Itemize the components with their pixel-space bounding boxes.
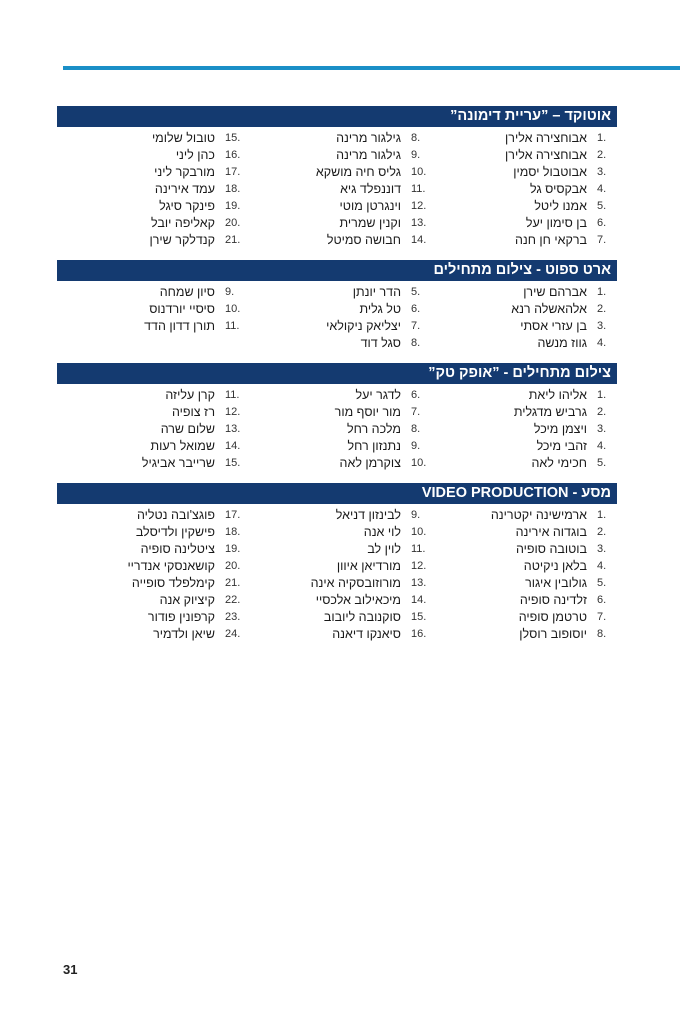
list-item xyxy=(245,301,431,318)
list-item xyxy=(245,455,431,472)
list-item xyxy=(59,455,245,472)
student-name: בן עזרי אסתי xyxy=(520,319,587,333)
item-number: 4. xyxy=(597,337,607,349)
student-name: טובול שלומי xyxy=(151,131,215,145)
list-item xyxy=(431,438,617,455)
name-columns xyxy=(57,384,617,472)
student-name: חבושה סמיטל xyxy=(326,233,401,247)
item-number: 6. xyxy=(597,217,607,229)
list-item xyxy=(245,181,431,198)
list-item xyxy=(59,215,245,232)
list-item xyxy=(431,575,617,592)
list-item xyxy=(59,164,245,181)
name-column xyxy=(431,284,617,352)
item-number: 20. xyxy=(225,217,241,229)
item-number: 10. xyxy=(411,166,427,178)
student-name: ברקאי חן חנה xyxy=(514,233,587,247)
student-name: נתנזון רחל xyxy=(347,439,401,453)
item-number: 15. xyxy=(411,611,427,623)
student-name: מורבקר ליני xyxy=(154,165,215,179)
student-name: עמד אירינה xyxy=(154,182,215,196)
item-number: 17. xyxy=(225,166,241,178)
item-number: 11. xyxy=(411,183,426,195)
item-number: 21. xyxy=(225,234,241,246)
list-item xyxy=(59,421,245,438)
list-item xyxy=(431,130,617,147)
item-number: 13. xyxy=(225,423,241,435)
item-number: 2. xyxy=(597,303,607,315)
list-item xyxy=(245,387,431,404)
student-name: אבוטבול יסמין xyxy=(513,165,587,179)
student-name: הדר יונתן xyxy=(352,285,401,299)
section-title: ארט ספוט - צילום מתחילים xyxy=(57,260,617,281)
item-number: 1. xyxy=(597,286,607,298)
student-name: שיאן ולדמיר xyxy=(153,627,215,641)
student-name: קרן עליזה xyxy=(165,388,215,402)
list-item xyxy=(431,507,617,524)
item-number: 22. xyxy=(225,594,241,606)
student-name: מורדיאן איוון xyxy=(336,559,401,573)
student-name: גילגור מרינה xyxy=(336,131,401,145)
student-name: שמואל רעות xyxy=(150,439,215,453)
item-number: 9. xyxy=(411,440,421,452)
student-name: לוי אנה xyxy=(363,525,401,539)
item-number: 5. xyxy=(597,200,607,212)
item-number: 6. xyxy=(411,303,421,315)
list-item xyxy=(431,164,617,181)
list-item xyxy=(431,592,617,609)
item-number: 3. xyxy=(597,543,607,555)
list-item xyxy=(245,335,431,352)
list-item xyxy=(59,181,245,198)
student-name: קאליפה יובל xyxy=(151,216,215,230)
list-item xyxy=(245,524,431,541)
list-item xyxy=(245,541,431,558)
list-item xyxy=(431,301,617,318)
item-number: 12. xyxy=(411,200,427,212)
student-name: ארמישינה יקטרינה xyxy=(490,508,587,522)
student-name: פינקר סיגל xyxy=(159,199,215,213)
list-item xyxy=(59,284,245,301)
item-number: 3. xyxy=(597,166,607,178)
list-item xyxy=(245,438,431,455)
item-number: 2. xyxy=(597,526,607,538)
item-number: 14. xyxy=(225,440,241,452)
name-column xyxy=(245,284,431,352)
list-item xyxy=(59,198,245,215)
student-name: זלדינה סופיה xyxy=(519,593,587,607)
course-section xyxy=(57,106,617,249)
item-number: 8. xyxy=(411,132,421,144)
name-columns xyxy=(57,504,617,643)
student-name: יצליאק ניקולאי xyxy=(326,319,401,333)
name-column xyxy=(245,507,431,643)
item-number: 8. xyxy=(597,628,607,640)
student-name: בן סימון יעל xyxy=(525,216,587,230)
item-number: 11. xyxy=(225,320,240,332)
item-number: 13. xyxy=(411,577,427,589)
list-item xyxy=(59,524,245,541)
item-number: 7. xyxy=(411,406,421,418)
item-number: 10. xyxy=(411,457,427,469)
name-column xyxy=(245,387,431,472)
item-number: 14. xyxy=(411,234,427,246)
item-number: 12. xyxy=(225,406,241,418)
student-name: יוסופוב רוסלן xyxy=(519,627,587,641)
list-item xyxy=(59,541,245,558)
student-name: סיסיי יורדנוס xyxy=(149,302,215,316)
name-column xyxy=(431,507,617,643)
list-item xyxy=(59,575,245,592)
student-name: אבוחצירה אלירן xyxy=(505,148,587,162)
list-item xyxy=(59,507,245,524)
student-name: וקנין שמרית xyxy=(339,216,401,230)
top-accent-rule xyxy=(63,66,680,70)
item-number: 8. xyxy=(411,423,421,435)
item-number: 24. xyxy=(225,628,241,640)
list-item xyxy=(245,147,431,164)
item-number: 21. xyxy=(225,577,241,589)
student-name: אבקסיס גל xyxy=(530,182,587,196)
student-name: גולובין איגור xyxy=(525,576,587,590)
student-name: בוגדוה אירינה xyxy=(515,525,587,539)
item-number: 20. xyxy=(225,560,241,572)
item-number: 1. xyxy=(597,132,607,144)
list-item xyxy=(245,198,431,215)
item-number: 19. xyxy=(225,543,241,555)
student-name: פוגצ'ובה נטליה xyxy=(136,508,215,522)
list-item xyxy=(431,404,617,421)
item-number: 14. xyxy=(411,594,427,606)
student-name: שרייבר אביגיל xyxy=(141,456,215,470)
student-name: ויצמן מיכל xyxy=(533,422,587,436)
list-item xyxy=(431,215,617,232)
item-number: 10. xyxy=(225,303,241,315)
item-number: 5. xyxy=(597,577,607,589)
list-item xyxy=(245,592,431,609)
student-name: צוקרמן לאה xyxy=(339,456,401,470)
item-number: 3. xyxy=(597,423,607,435)
item-number: 16. xyxy=(225,149,241,161)
list-item xyxy=(245,284,431,301)
student-name: גליס חיה מושקא xyxy=(315,165,401,179)
list-item xyxy=(245,626,431,643)
item-number: 18. xyxy=(225,183,241,195)
student-name: בלאן ניקיטה xyxy=(523,559,587,573)
list-item xyxy=(245,318,431,335)
item-number: 10. xyxy=(411,526,427,538)
list-item xyxy=(245,575,431,592)
student-name: אבוחצירה אלירן xyxy=(505,131,587,145)
student-name: אמנו ליטל xyxy=(534,199,587,213)
list-item xyxy=(431,626,617,643)
student-name: מורוזובסקיה אינה xyxy=(310,576,401,590)
list-item xyxy=(245,609,431,626)
item-number: 7. xyxy=(411,320,421,332)
item-number: 9. xyxy=(411,509,421,521)
name-column xyxy=(59,130,245,249)
course-section xyxy=(57,260,617,352)
section-title: אוטוקד – ”עריית דימונה” xyxy=(57,106,617,127)
list-item xyxy=(245,558,431,575)
list-item xyxy=(59,318,245,335)
student-name: גווז מנשה xyxy=(537,336,587,350)
list-item xyxy=(59,404,245,421)
list-item xyxy=(245,507,431,524)
name-column xyxy=(59,284,245,352)
list-item xyxy=(59,130,245,147)
student-name: קושאנסקי אנדריי xyxy=(127,559,215,573)
list-item xyxy=(431,198,617,215)
student-name: קרפונין פודור xyxy=(147,610,215,624)
student-name: חכימי לאה xyxy=(531,456,587,470)
student-name: סגל דוד xyxy=(360,336,401,350)
student-name: וינגרטן מוטי xyxy=(339,199,401,213)
item-number: 5. xyxy=(597,457,607,469)
student-name: דוננפלד גיא xyxy=(340,182,401,196)
student-name: שלום שרה xyxy=(160,422,215,436)
student-name: מיכאילוב אלכסיי xyxy=(315,593,401,607)
student-name: לוין לב xyxy=(367,542,401,556)
item-number: 9. xyxy=(411,149,421,161)
list-item xyxy=(59,387,245,404)
student-name: קנדלקר שירן xyxy=(149,233,215,247)
name-column xyxy=(431,387,617,472)
student-name: מור יוסף מור xyxy=(334,405,401,419)
item-number: 15. xyxy=(225,132,241,144)
student-name: אברהם שירן xyxy=(523,285,587,299)
name-columns xyxy=(57,281,617,352)
graduates-list xyxy=(57,106,617,654)
item-number: 6. xyxy=(597,594,607,606)
section-title: VIDEO PRODUCTION - מסע xyxy=(57,483,617,504)
list-item xyxy=(431,524,617,541)
student-name: גילגור מרינה xyxy=(336,148,401,162)
student-name: ציטלינה סופיה xyxy=(140,542,215,556)
list-item xyxy=(245,164,431,181)
list-item xyxy=(431,387,617,404)
student-name: לדגר יעל xyxy=(355,388,401,402)
student-name: סיאנקו דיאנה xyxy=(332,627,401,641)
item-number: 11. xyxy=(411,543,426,555)
item-number: 7. xyxy=(597,234,607,246)
item-number: 4. xyxy=(597,560,607,572)
item-number: 19. xyxy=(225,200,241,212)
student-name: סוקנובה ליובוב xyxy=(323,610,401,624)
student-name: לבינזון דניאל xyxy=(335,508,401,522)
list-item xyxy=(59,592,245,609)
list-item xyxy=(59,438,245,455)
list-item xyxy=(431,421,617,438)
item-number: 18. xyxy=(225,526,241,538)
list-item xyxy=(245,421,431,438)
student-name: זהבי מיכל xyxy=(536,439,587,453)
student-name: רז צופיה xyxy=(171,405,215,419)
student-name: מלכה רחל xyxy=(347,422,401,436)
student-name: קימלפלד סופייה xyxy=(131,576,215,590)
list-item xyxy=(431,232,617,249)
item-number: 13. xyxy=(411,217,427,229)
student-name: סיון שמחה xyxy=(159,285,215,299)
item-number: 2. xyxy=(597,406,607,418)
list-item xyxy=(245,130,431,147)
list-item xyxy=(431,455,617,472)
section-title: צילום מתחילים - ”אופק טק” xyxy=(57,363,617,384)
list-item xyxy=(59,301,245,318)
item-number: 5. xyxy=(411,286,421,298)
list-item xyxy=(431,335,617,352)
list-item xyxy=(59,626,245,643)
item-number: 15. xyxy=(225,457,241,469)
student-name: כהן ליני xyxy=(175,148,215,162)
student-name: אלהאשלה רנא xyxy=(511,302,587,316)
student-name: טל גלית xyxy=(359,302,401,316)
list-item xyxy=(431,147,617,164)
list-item xyxy=(431,181,617,198)
name-columns xyxy=(57,127,617,249)
student-name: קיציוק אנה xyxy=(159,593,215,607)
student-name: תורן דדון הדד xyxy=(144,319,215,333)
item-number: 3. xyxy=(597,320,607,332)
list-item xyxy=(431,609,617,626)
item-number: 8. xyxy=(411,337,421,349)
list-item xyxy=(245,404,431,421)
list-item xyxy=(431,541,617,558)
name-column xyxy=(59,507,245,643)
page-number: 31 xyxy=(63,962,78,977)
item-number: 23. xyxy=(225,611,241,623)
course-section xyxy=(57,363,617,472)
list-item xyxy=(59,232,245,249)
item-number: 7. xyxy=(597,611,607,623)
student-name: טרטמן סופיה xyxy=(518,610,587,624)
item-number: 4. xyxy=(597,440,607,452)
name-column xyxy=(245,130,431,249)
item-number: 1. xyxy=(597,509,607,521)
item-number: 12. xyxy=(411,560,427,572)
item-number: 11. xyxy=(225,389,240,401)
item-number: 6. xyxy=(411,389,421,401)
list-item xyxy=(245,215,431,232)
list-item xyxy=(431,318,617,335)
name-column xyxy=(59,387,245,472)
list-item xyxy=(59,147,245,164)
list-item xyxy=(59,558,245,575)
item-number: 1. xyxy=(597,389,607,401)
list-item xyxy=(59,609,245,626)
item-number: 4. xyxy=(597,183,607,195)
list-item xyxy=(431,558,617,575)
course-section xyxy=(57,483,617,643)
item-number: 17. xyxy=(225,509,241,521)
student-name: אליהו ליאת xyxy=(528,388,587,402)
item-number: 2. xyxy=(597,149,607,161)
student-name: פישקין ולדיסלב xyxy=(135,525,215,539)
item-number: 16. xyxy=(411,628,427,640)
student-name: גרביש מדגלית xyxy=(513,405,587,419)
item-number: 9. xyxy=(225,286,235,298)
name-column xyxy=(431,130,617,249)
list-item xyxy=(245,232,431,249)
student-name: בוטובה סופיה xyxy=(516,542,587,556)
list-item xyxy=(431,284,617,301)
